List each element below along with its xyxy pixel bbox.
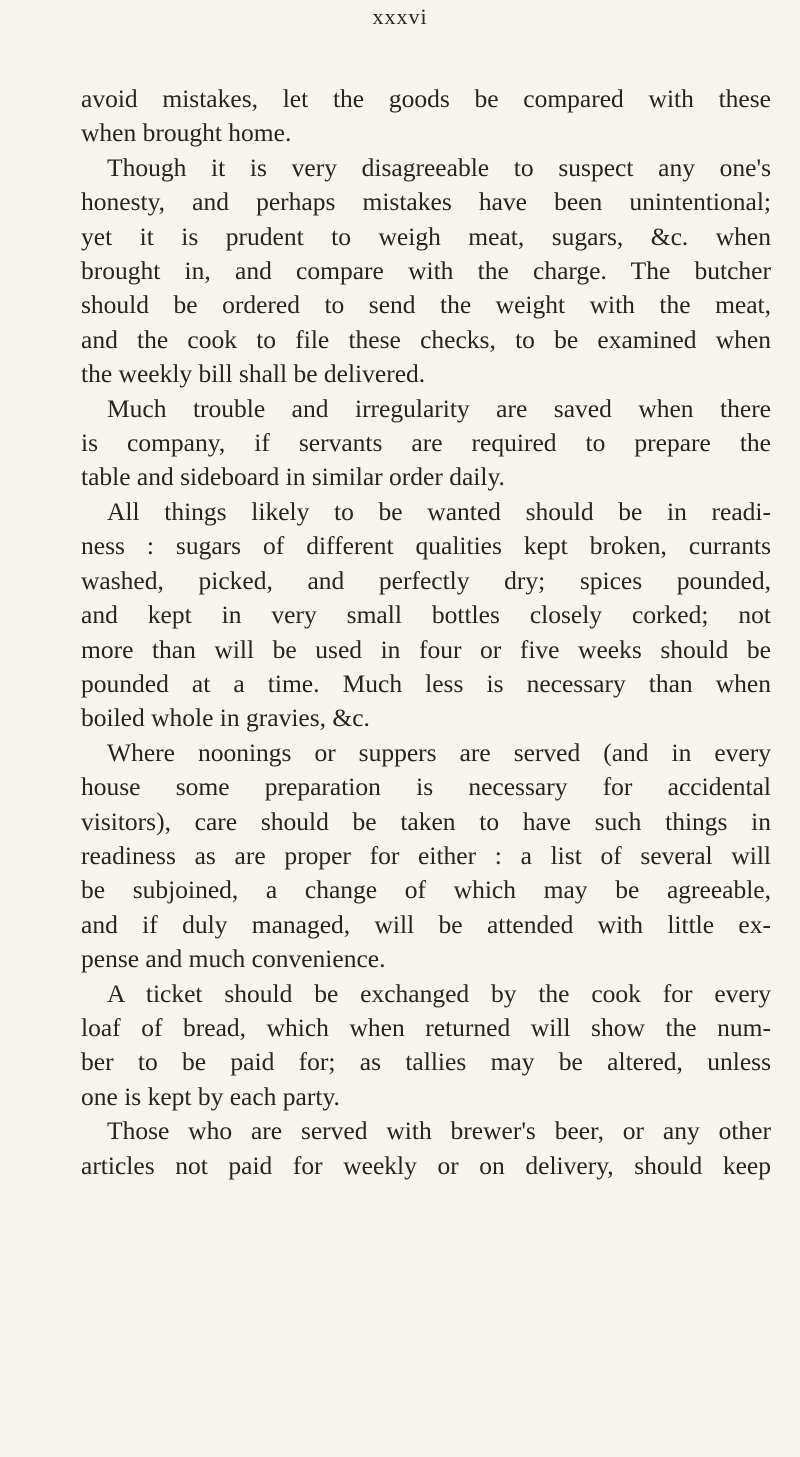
text-line: pounded at a time. Much less is necessary than when — [81, 668, 771, 698]
text-line: more than will be used in four or five weeks should be — [81, 634, 771, 664]
text-line: when brought home. — [81, 118, 292, 148]
text-line: visitors), care should be taken to have such things in — [81, 806, 771, 836]
text-line: Those who are served with brewer's beer, or any other — [107, 1116, 771, 1146]
text-line: ness : sugars of different qualities kept broken, currants — [81, 531, 771, 561]
text-line: yet it is prudent to weigh meat, sugars, &c. when — [81, 221, 771, 251]
text-line: is company, if servants are required to prepare the — [81, 428, 771, 458]
text-line: and the cook to file these checks, to be examined when — [81, 324, 771, 354]
text-line: avoid mistakes, let the goods be compared with these — [81, 84, 771, 113]
text-line: one is kept by each party. — [81, 1081, 340, 1111]
text-line: All things likely to be wanted should be in readi- — [107, 496, 771, 526]
text-line: pense and much convenience. — [81, 944, 386, 974]
text-line: table and sideboard in similar order daily. — [81, 462, 505, 492]
paragraph-2 — [81, 151, 771, 392]
text-line: be subjoined, a change of which may be agreeable, — [81, 875, 771, 905]
paragraph-6 — [81, 977, 771, 1115]
body-text — [81, 82, 771, 1183]
text-line: brought in, and compare with the charge. The butcher — [81, 256, 771, 286]
paragraph-3 — [81, 392, 771, 495]
paragraph-4 — [81, 495, 771, 736]
paragraph-5 — [81, 736, 771, 977]
text-line: washed, picked, and perfectly dry; spices pounded, — [81, 565, 771, 595]
text-line: honesty, and perhaps mistakes have been unintentional; — [81, 187, 771, 217]
text-line: house some preparation is necessary for accidental — [81, 772, 771, 802]
text-line: articles not paid for weekly or on delivery, should keep — [81, 1150, 771, 1180]
text-line: Where noonings or suppers are served (and in every — [107, 737, 771, 767]
text-line: the weekly bill shall be delivered. — [81, 359, 426, 389]
text-line: ber to be paid for; as tallies may be altered, unless — [81, 1047, 771, 1077]
text-line: A ticket should be exchanged by the cook for every — [107, 978, 771, 1008]
text-line: and kept in very small bottles closely corked; not — [81, 600, 771, 630]
text-line: boiled whole in gravies, &c. — [81, 703, 370, 733]
text-line: should be ordered to send the weight with the meat, — [81, 290, 771, 320]
text-line: Though it is very disagreeable to suspect any one's — [107, 152, 771, 182]
text-line: readiness as are proper for either : a list of several will — [81, 840, 771, 870]
paragraph-7 — [81, 1114, 771, 1183]
page-number: xxxvi — [372, 4, 428, 29]
text-line: Much trouble and irregularity are saved when there — [107, 393, 771, 423]
paragraph-1 — [81, 82, 771, 151]
text-line: and if duly managed, will be attended with little ex- — [81, 909, 771, 939]
text-line: loaf of bread, which when returned will show the num- — [81, 1012, 771, 1042]
